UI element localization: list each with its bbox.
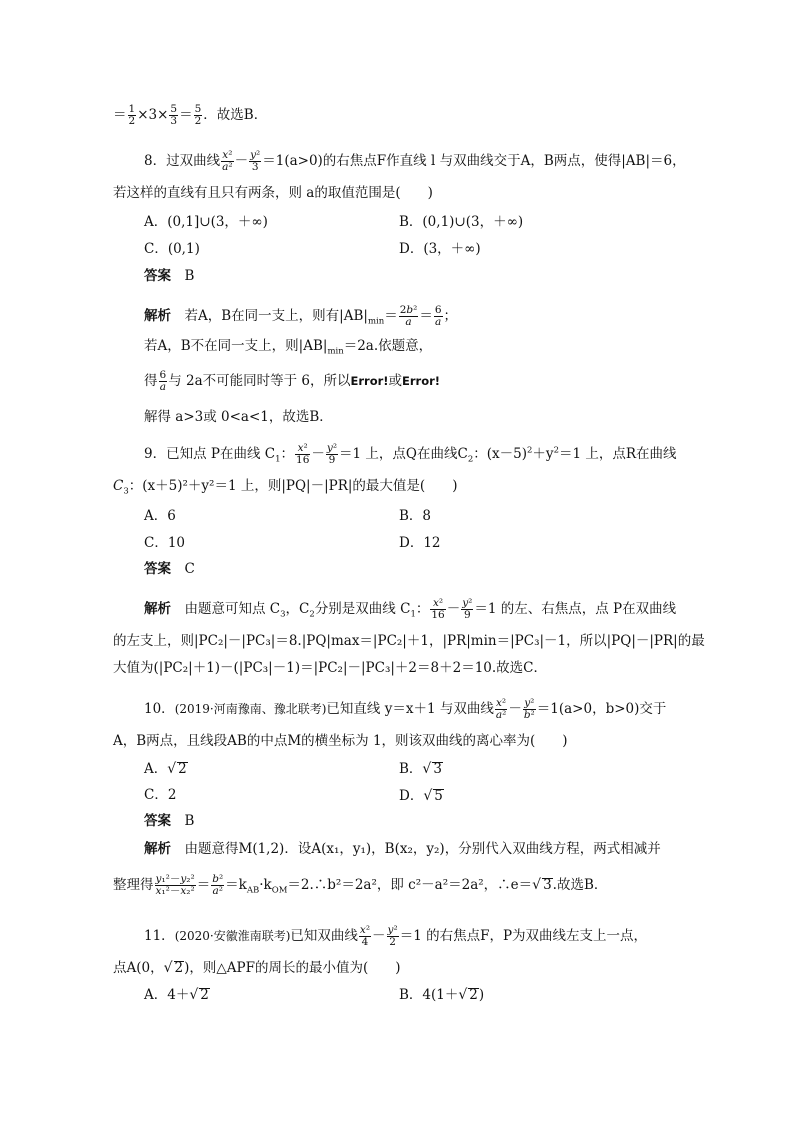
q8-analysis-line1: 解析 若A，B在同一支上，则有$|AB|_{min}=$ $\frac{\text{2b²}}{a}$ ＝ $\frac{6}{a}$ ；	[144, 304, 458, 329]
q9-option-c: C．10	[144, 535, 186, 551]
q10-analysis-line2: 整理得 $\frac{\text{y₁²－y₂²}}{\text{x₁²－x₂²}}$ ＝ $\frac{\text{b²}}{\text{a²}}$ $=k_{AB}\cdot k_{OM}=2.\therefore b^2=2a^2$，即 c²－a²＝2a²，∴e＝√ 3.故选B．	[113, 873, 608, 898]
q10-option-b: B．√ 3	[399, 761, 442, 777]
q8-stem-line2: 若这样的直线有且只有两条，则 a的取值范围是( )	[113, 185, 433, 201]
q10-option-d: D．√ 5	[399, 788, 443, 804]
q10-stem-line2: A，B两点，且线段AB的中点M的横坐标为 1，则该双曲线的离心率为( )	[113, 733, 568, 749]
q10-stem: 10．(2019·河南豫南、豫北联考)已知直线 y＝x＋1 与双曲线 $\frac{\text{x²}}{\text{a²}}$ － $\frac{\text{y²}}{\text{b²}}$ ＝1(a>0，b>0)交于	[144, 697, 667, 722]
q8-analysis-line4: 解得 a>3或 0<a<1，故选B．	[144, 409, 333, 425]
q8-answer: 答案 B	[144, 268, 195, 284]
q8-option-a: A．(0,1]∪(3，＋∞)	[144, 214, 268, 230]
q9-option-a: A．6	[144, 508, 176, 524]
q9-option-b: B．8	[399, 508, 432, 524]
q10-option-c: C．2	[144, 787, 177, 803]
q9-option-d: D．12	[399, 535, 441, 551]
q9-answer: 答案 C	[144, 561, 195, 577]
q9-stem-line2: $C_3$：(x＋5)²＋y²＝1 上，则|PQ|－|PR|的最大值是( )	[113, 478, 458, 497]
q8-option-c: C．(0,1)	[144, 241, 200, 257]
q9-analysis-line2: 的左支上，则|PC₂|－|PC₃|＝8.|PQ|max＝|PC₂|＋1，|PR|min＝|PC₃|－1，所以|PQ|－|PR|的最	[113, 633, 705, 649]
q9-stem: 9．已知点 P在曲线 $C_1$： $\frac{\text{x²}}{16}$ － $\frac{\text{y²}}{9}$ ＝1 上，点Q在曲线$C_2$：$(x-5)^2+y^2=1$ 上，点R在曲线	[144, 442, 677, 467]
q11-option-b: B．4(1＋√ 2)	[399, 987, 485, 1003]
q8-option-d: D．(3，＋∞)	[399, 241, 481, 257]
q11-option-a: A．4＋√ 2	[144, 987, 209, 1003]
q10-option-a: A．√ 2	[144, 761, 187, 777]
q11-stem: 11．(2020·安徽淮南联考)已知双曲线 $\frac{\text{x²}}{4}$ － $\frac{\text{y²}}{2}$ ＝1 的右焦点F，P为双曲线左支上一点，	[144, 924, 648, 949]
q11-stem-line2: 点A(0，√ 2)，则△APF的周长的最小值为( )	[113, 960, 401, 976]
q8-analysis-line2: 若A，B不在同一支上，则$|AB|_{min}=2a$.依题意，	[144, 338, 433, 357]
q8-option-b: B．(0,1)∪(3，＋∞)	[399, 214, 524, 230]
q10-answer: 答案 B	[144, 813, 195, 829]
prev-answer-line: ＝ $\frac{1}{2}$ ×3× $\frac{5}{3}$ ＝ $\frac{5}{2}$ ．故选B．	[113, 103, 268, 128]
q9-analysis-line1: 解析 由题意可知点 $C_3$，$C_2$分别是双曲线 $C_1$： $\frac{\text{x²}}{16}$ － $\frac{\text{y²}}{9}$ ＝1 的左、右焦点，点 P在双曲线	[144, 597, 677, 622]
prev-tail: ．故选B．	[203, 107, 268, 124]
q10-analysis-line1: 解析 由题意得M(1,2)．设A(x₁，y₁)，B(x₂，y₂)，分别代入双曲线方程，两式相减并	[144, 841, 661, 857]
q8-analysis-line3: 得 $\frac{6}{a}$ 与 2a不可能同时等于 6，所以Error!或Error!	[144, 369, 441, 394]
q8-stem: 8．过双曲线 $\frac{\text{x²}}{\text{a²}}$ － $\frac{\text{y²}}{3}$ ＝1(a>0)的右焦点F作直线 l 与双曲线交于A，B两点，使得|AB|＝6，	[144, 149, 686, 174]
q9-analysis-line3: 大值为(|PC₂|＋1)－(|PC₃|－1)＝|PC₂|－|PC₃|＋2＝8＋2＝10.故选C．	[113, 660, 547, 676]
